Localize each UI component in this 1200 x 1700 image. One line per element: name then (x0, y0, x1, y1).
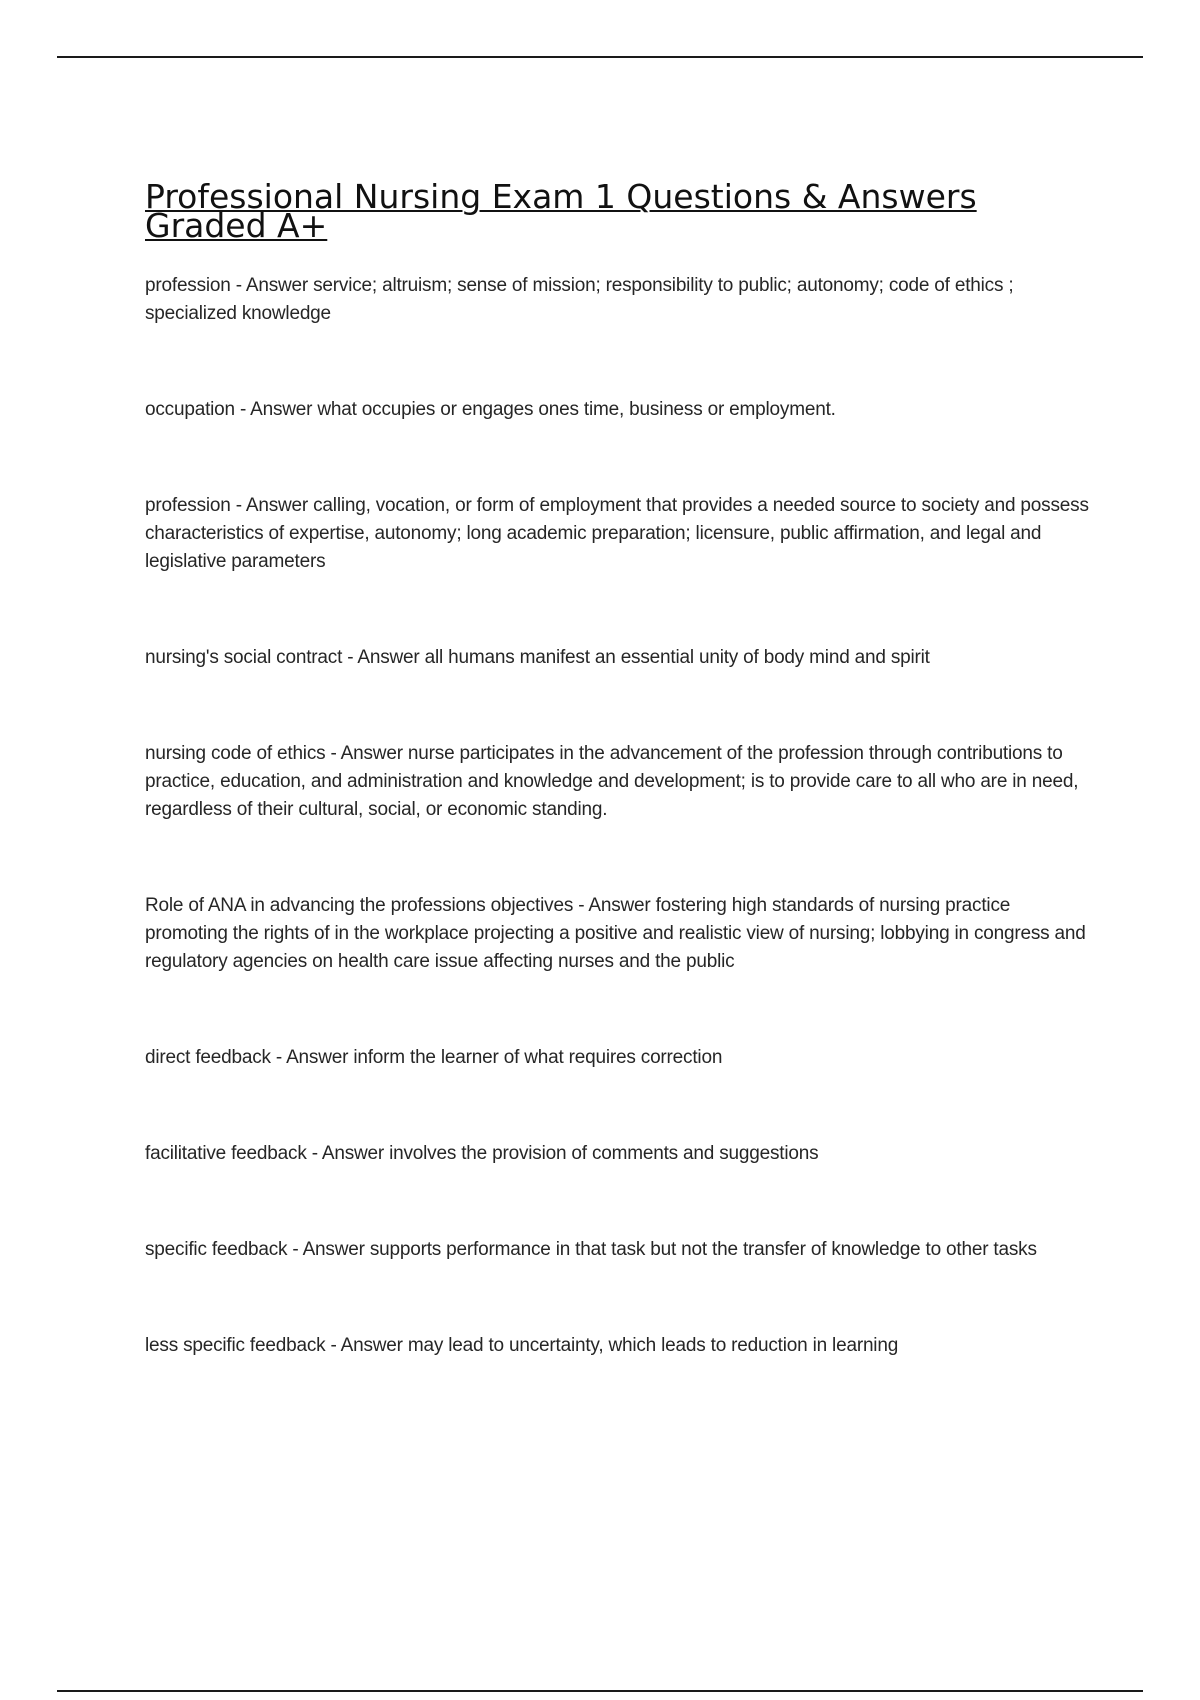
qa-entry: direct feedback - Answer inform the learner of what requires correction (145, 1047, 723, 1068)
header-rule (57, 56, 1143, 58)
qa-entry: nursing code of ethics - Answer nurse participates in the advancement of the profession through contributions to practice, education, and administration and knowledge and development; is to provide care to all who are in need, regardless of their cultural, social, or economic standing. (145, 743, 1079, 820)
qa-entry: less specific feedback - Answer may lead to uncertainty, which leads to reduction in learning (145, 1335, 899, 1356)
qa-entry: profession - Answer calling, vocation, or form of employment that provides a needed source to society and possess characteristics of expertise, autonomy; long academic preparation; licensure, public affirmation, and legal and legislative parameters (145, 495, 1089, 572)
footer-rule (57, 1690, 1143, 1692)
title-line-2: Graded A+ (145, 206, 328, 245)
title-line-1: Professional Nursing Exam 1 Questions & Answers (145, 177, 977, 216)
qa-entry: occupation - Answer what occupies or engages ones time, business or employment. (145, 399, 836, 420)
qa-entry: specific feedback - Answer supports performance in that task but not the transfer of knowledge to other tasks (145, 1239, 1037, 1260)
qa-entry: profession - Answer service; altruism; sense of mission; responsibility to public; autonomy; code of ethics ; specialized knowledge (145, 275, 1014, 324)
qa-entry: nursing's social contract - Answer all humans manifest an essential unity of body mind and spirit (145, 647, 930, 668)
qa-entry: facilitative feedback - Answer involves the provision of comments and suggestions (145, 1143, 819, 1164)
qa-entry: Role of ANA in advancing the professions objectives - Answer fostering high standards of nursing practice promoting the rights of in the workplace projecting a positive and realistic view of nursing; lobbying in congress and regulatory agencies on health care issue affecting nurses and the public (145, 895, 1086, 972)
qa-list (145, 272, 1095, 1360)
document-title (145, 177, 1045, 245)
